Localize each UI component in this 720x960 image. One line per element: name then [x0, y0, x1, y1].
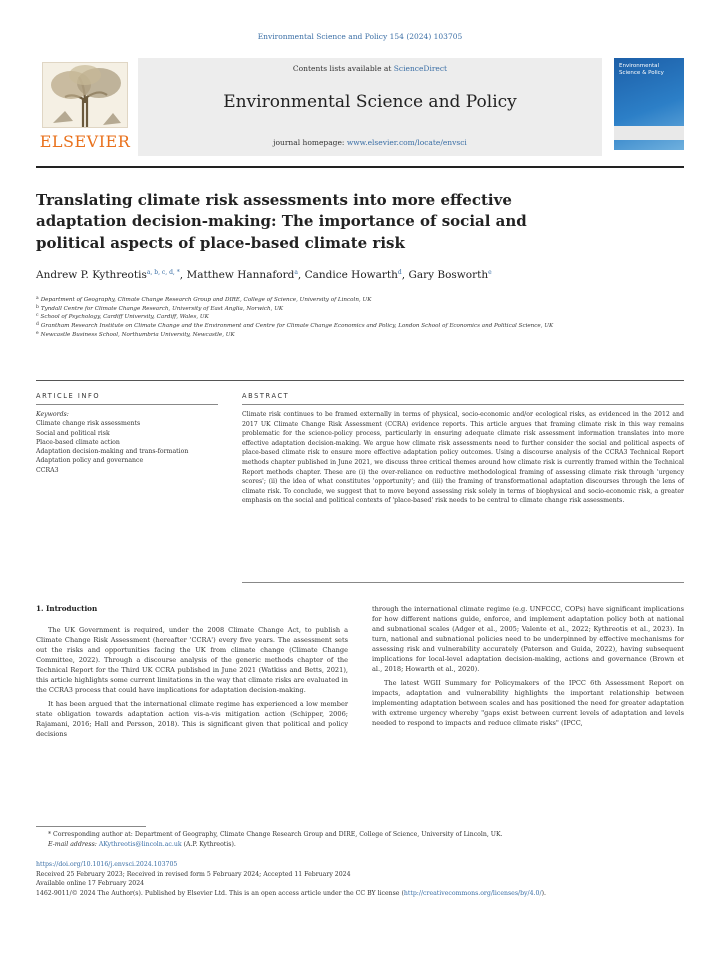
body-paragraph: It has been argued that the international climate regime has experienced a low member state obligation towards adaptation action vis-a-vis mitigation action (Schipper, 2006; Rajamani, 2016; Hall and Persson, 2018). This is significant given that political and policy decisions	[36, 700, 348, 739]
publication-info	[36, 860, 684, 898]
footnote-rule	[36, 826, 146, 827]
author-list: Andrew P. Kythreotis$^{a, b, c, d, *}$, Matthew Hannaford$^a$, Candice Howarth$^d$, Gary Bosworth$^e$	[36, 269, 492, 281]
masthead	[138, 58, 602, 156]
doi-link[interactable]: https://doi.org/10.1016/j.envsci.2024.103705	[36, 861, 178, 868]
journal-reference[interactable]: Environmental Science and Policy 154 (2024) 103705	[257, 32, 463, 41]
keywords-block	[36, 410, 206, 475]
abstract-heading: ABSTRACT	[242, 392, 290, 400]
email-link[interactable]: AKythreotis@lincoln.ac.uk	[98, 840, 182, 848]
author-affil-marks[interactable]: a	[294, 269, 298, 276]
keyword: Adaptation policy and governance	[36, 457, 144, 465]
author-name[interactable]: Andrew P. Kythreotis	[36, 269, 147, 281]
affiliation-item: $^e$ Newcastle Business School, Northumbria University, Newcastle, UK	[36, 330, 235, 338]
abstract-end-rule	[242, 582, 684, 583]
keyword: Place-based climate action	[36, 438, 120, 446]
abstract-text: Climate risk continues to be framed externally in terms of physical, socio-economic and/or ecological risks, as evidenced in the 2012 and 2017 UK Climate Change Risk Assessment (CCRA) evidence reports. This article argues that framing climate risk in this way remains problematic for the science-policy process, particularly in ensuring adequate climate risk assessment information translates into more effective adaptation decision-making. We argue how climate risk assessments need to further consider the social and political aspects of place-based climate risk to ensure more effective adaptation policy outcomes. Using a discourse analysis of the CCRA3 Technical Report methods chapter published in June 2021, we discuss three critical themes around how climate risk is currently framed within the Technical Report methods chapter. These are (i) the over-reliance on reductive methodological framing of assessing climate risk through 'urgency scores'; (ii) the idea of what constitutes 'opportunity'; and (iii) the framing of transformational adaptation discourses through the lens of climate risk. To conclude, we suggest that to move beyond assessing risk solely in terms of biophysical and socio-economic risk, a greater emphasis on the social and political contexts of 'place-based' risk needs to be central to climate change risk assessments.	[242, 411, 684, 505]
publisher-name: ELSEVIER	[39, 132, 131, 151]
author-affil-marks[interactable]: e	[488, 269, 492, 276]
body-right-column	[372, 604, 684, 732]
cover-band	[614, 126, 684, 140]
affiliations	[36, 296, 684, 339]
keyword: Adaptation decision-making and trans-formation	[36, 448, 189, 456]
affiliation-item: $^c$ School of Psychology, Cardiff University, Cardiff, Wales, UK	[36, 313, 209, 321]
affiliation-item: $^a$ Department of Geography, Climate Change Research Group and DIRE, College of Science, University of Lincoln, UK	[36, 296, 372, 303]
article-info-heading: ARTICLE INFO	[36, 392, 101, 400]
section-title: 1. Introduction	[36, 604, 98, 613]
available-online: Available online 17 February 2024	[36, 880, 145, 888]
author-affil-marks[interactable]: d	[397, 269, 402, 276]
homepage-link[interactable]: www.elsevier.com/locate/envsci	[346, 138, 467, 147]
author-affil-marks[interactable]: a, b, c, d, *	[146, 269, 180, 276]
author-name[interactable]: Gary Bosworth	[408, 269, 489, 281]
journal-title: Environmental Science and Policy	[223, 92, 517, 112]
keyword: CCRA3	[36, 466, 59, 474]
body-paragraph: The latest WGII Summary for Policymakers of the IPCC 6th Assessment Report on impacts, adaptation and vulnerability highlights the important relationship between implementing adaptation between scales and has positioned the need for greater adaptation with extreme urgency whereby "gaps exist between current levels of adaptation and levels needed to respond to impacts and reduce climate risks" (IPCC,	[372, 679, 684, 728]
keyword: Climate change risk assessments	[36, 420, 141, 428]
affiliation-item: $^d$ Grantham Research Institute on Climate Change and the Environment and Centre for Climate Change Economics and Policy, London School of Economics and Political Science, UK	[36, 321, 554, 329]
affiliation-item: $^b$ Tyndall Centre for Climate Change Research, University of East Anglia, Norwich, UK	[36, 304, 284, 312]
elsevier-tree-icon	[42, 62, 128, 128]
header-rule	[36, 166, 684, 168]
footnote	[36, 830, 684, 850]
license-link[interactable]: http://creativecommons.org/licenses/by/4.0/	[403, 889, 542, 897]
author-name[interactable]: Candice Howarth	[304, 269, 398, 281]
cover-title: Environmental Science & Policy	[619, 63, 664, 76]
author-name[interactable]: Matthew Hannaford	[186, 269, 295, 281]
keywords-label: Keywords:	[36, 411, 69, 418]
info-rule	[36, 380, 684, 381]
received-dates: Received 25 February 2023; Received in revised form 5 February 2024; Accepted 11 February 2024	[36, 870, 351, 878]
email-line: E-mail address: AKythreotis@lincoln.ac.uk (A.P. Kythreotis).	[48, 840, 236, 848]
corresponding-author-note: * Corresponding author at: Department of Geography, Climate Change Research Group and DIRE, College of Science, University of Lincoln, UK.	[48, 831, 503, 838]
body-left-column	[36, 604, 348, 743]
body-paragraph: The UK Government is required, under the 2008 Climate Change Act, to publish a Climate Change Risk Assessment (hereafter 'CCRA') every five years. The assessment sets out the risks and opportunities facing the UK from climate change (Climate Change Committee, 2022). Through a discourse analysis of the generic methods chapter of the Technical Report for the Third UK CCRA published in June 2021 (Watkiss and Betts, 2021), this article highlights some current limitations in the way that climate risks are evaluated in the CCRA3 process that could have implications for adaptation decision-making.	[36, 625, 348, 695]
contents-line: Contents lists available at ScienceDirect	[292, 64, 448, 73]
journal-header	[36, 58, 684, 156]
journal-cover-image[interactable]	[614, 58, 684, 150]
homepage-line: journal homepage: www.elsevier.com/locate/envsci	[273, 138, 467, 147]
article-title: Translating climate risk assessments into more effective adaptation decision-making: The importance of social and political aspects of place-based climate risk	[36, 191, 527, 252]
abstract-rule	[242, 404, 684, 405]
article-info-rule	[36, 404, 218, 405]
license-line: 1462-9011/© 2024 The Author(s). Published by Elsevier Ltd. This is an open access article under the CC BY license (http://creativecommons.org/licenses/by/4.0/).	[36, 889, 546, 897]
sciencedirect-link[interactable]: ScienceDirect	[393, 64, 448, 73]
keyword: Social and political risk	[36, 429, 110, 437]
body-paragraph: through the international climate regime (e.g. UNFCCC, COPs) have significant implications for how different nations guide, enforce, and implement adaptation policy both at national and subnational scales (Adger et al., 2005; Valente et al., 2022; Kythreotis et al., 2023). In turn, national and subnational policies need to be underpinned by effective mechanisms for assessing risk and vulnerability accurately (Paterson and Guida, 2022), having subsequent implications for local-level adaptation decision-making, actions and governance (Brown et al., 2018; Howarth et al., 2020).	[372, 605, 684, 674]
elsevier-logo[interactable]	[36, 58, 134, 156]
